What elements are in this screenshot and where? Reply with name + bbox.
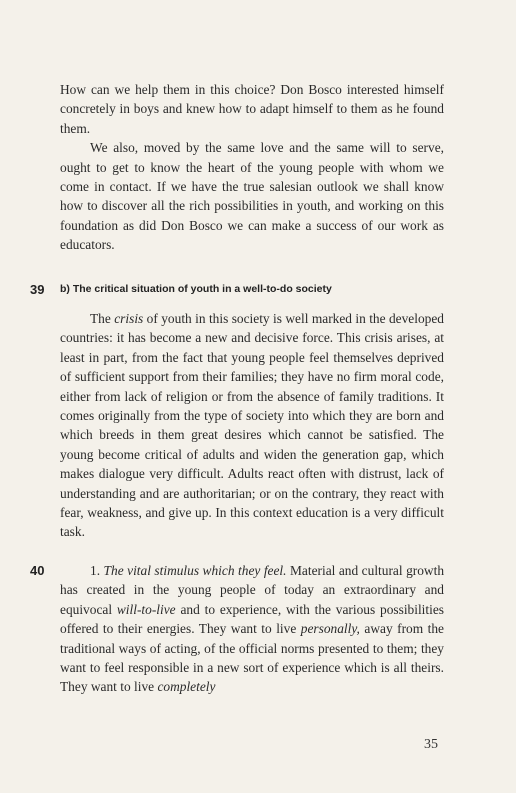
section-heading: b) The critical situation of youth in a well-to-do society	[60, 283, 332, 295]
text-run: The	[90, 311, 115, 326]
paragraph-number-40: 40	[30, 563, 45, 578]
text-run: 1.	[90, 563, 104, 578]
section-40-paragraph	[60, 561, 444, 697]
intro-paragraph-1: How can we help them in this choice? Don Bosco interested himself concretely in boys and knew how to adapt himself to them as he found them.	[60, 82, 444, 136]
text-run: of youth in this society is well marked in the developed countries: it has become a new and decisive force. This crisis arises, at least in part, from the fact that young people feel themselves deprived of sufficient support from their families; they have no firm moral code, either from lack of religion or from the absence of family traditions. It comes originally from the type of society into which they are born and which breeds in them great desires which cannot be satisfied. The young become critical of adults and widen the generation gap, which makes dialogue very difficult. Adults react often with distrust, lack of understanding and are authoritarian; or on the contrary, they react with fear, weakness, and give up. In this context education is a very difficult task.	[60, 311, 444, 540]
emphasis-will-to-live: will-to-live	[116, 601, 176, 617]
text-run: and to experience, with the various possibilities offered to their energies. They want to live	[60, 601, 444, 637]
paragraph-number-39: 39	[30, 282, 45, 297]
page-number: 35	[424, 737, 438, 752]
intro-paragraph-2: We also, moved by the same love and the same will to serve, ought to get to know the heart of the young people with whom we come in contact. If we have the true salesian outlook we shall know how to discover all the rich possibilities in youth, and working on this foundation as did Don Bosco we can make a success of our work as educators.	[60, 140, 444, 253]
emphasis-personally: personally,	[300, 621, 360, 637]
section-39-text	[60, 309, 444, 542]
intro-text	[60, 80, 444, 255]
emphasis-completely: completely	[157, 679, 216, 695]
emphasis-subtitle: The vital stimulus which they feel.	[103, 563, 287, 578]
text-run: Material and cultural growth has created in the young people of today an extraordinary and equivocal	[60, 563, 445, 617]
section-40-text	[60, 561, 444, 697]
emphasis-crisis: crisis	[114, 311, 144, 326]
section-39-paragraph	[60, 309, 444, 542]
text-run: away from the traditional ways of acting, of the official norms presented to them; they want to feel responsible in a new sort of experience which is all theirs. They want to live	[60, 621, 444, 695]
